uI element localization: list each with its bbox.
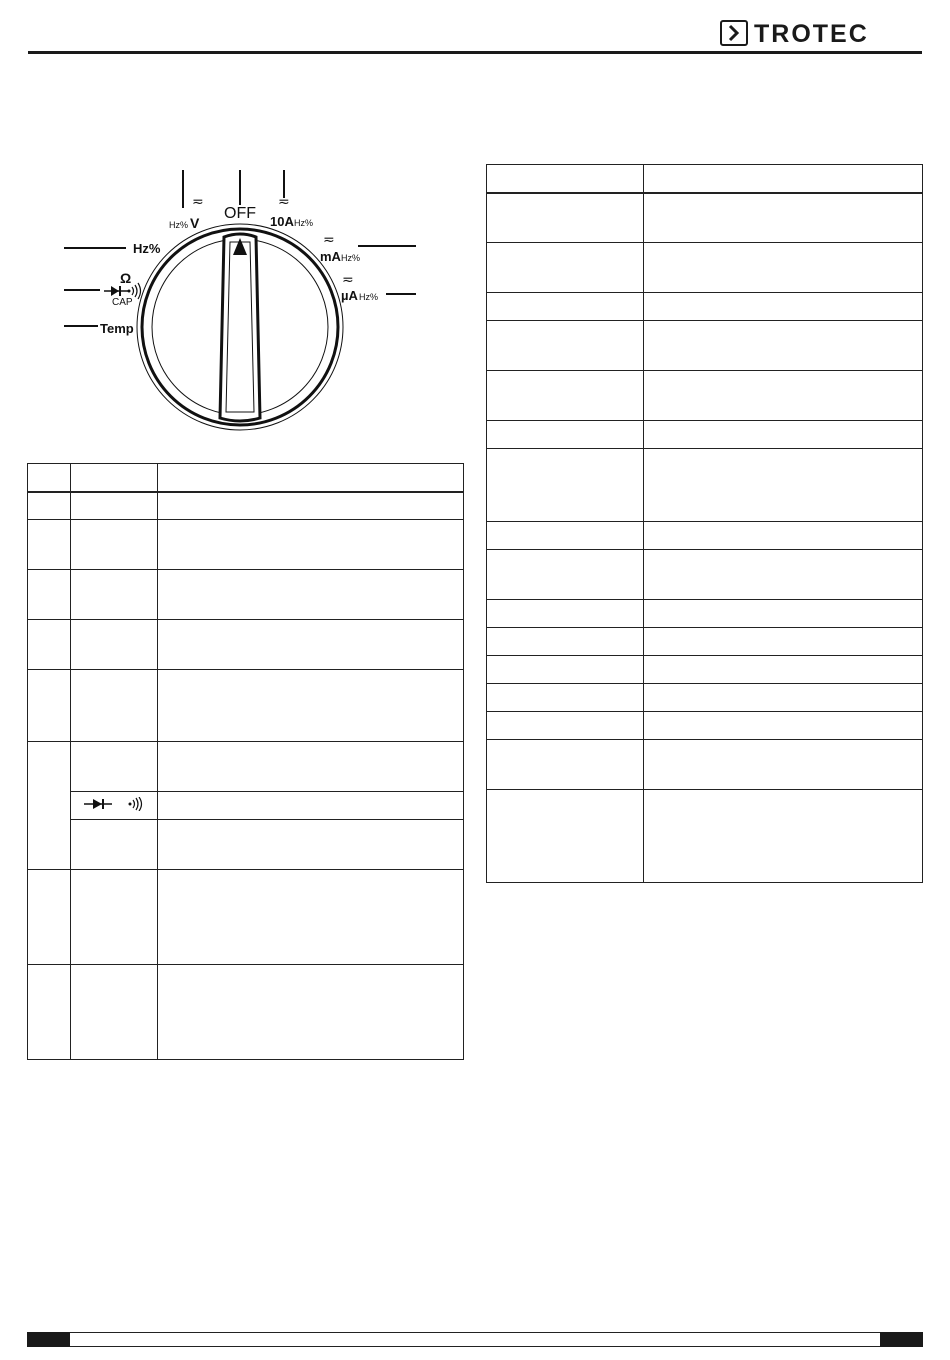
ma-label: mA	[320, 249, 341, 264]
trotec-logo	[720, 20, 925, 50]
diode-icon	[84, 797, 128, 811]
continuity-icon	[128, 797, 144, 811]
v-label: V	[190, 215, 200, 231]
table-row	[487, 449, 923, 522]
table-row	[28, 965, 464, 1060]
table-row	[487, 293, 923, 321]
ma-tilde-symbol: ≂	[323, 231, 335, 247]
table-row	[28, 492, 464, 520]
table-row	[28, 670, 464, 742]
footer-page-block-left	[27, 1332, 70, 1347]
brand-name: TROTEC	[754, 20, 869, 48]
a10-tilde-symbol: ≂	[278, 193, 290, 209]
v-tilde-symbol: ≂	[192, 193, 204, 209]
table-row	[28, 620, 464, 670]
table-row	[487, 656, 923, 684]
ua-hz-label: Hz%	[359, 292, 379, 302]
footer-page-block-right	[880, 1332, 923, 1347]
temp-label: Temp	[100, 321, 134, 336]
table-row	[28, 520, 464, 570]
table-row	[487, 684, 923, 712]
off-label: OFF	[224, 205, 256, 222]
table-row	[487, 371, 923, 421]
ohm-label: Ω	[120, 270, 132, 286]
table-header-row	[487, 165, 923, 193]
ua-label: µA	[341, 288, 358, 303]
v-hz-label: Hz%	[169, 220, 189, 230]
diode-icon	[104, 286, 128, 296]
chevron-right-icon	[720, 20, 748, 46]
ua-tilde-symbol: ≂	[342, 271, 354, 287]
function-table-right	[486, 164, 923, 883]
table-row	[487, 550, 923, 600]
diode-continuity-cell	[71, 792, 158, 820]
table-row	[487, 628, 923, 656]
table-row	[487, 790, 923, 883]
table-row	[487, 243, 923, 293]
table-row	[487, 712, 923, 740]
hz-label: Hz%	[133, 241, 161, 256]
table-row	[487, 421, 923, 449]
cap-label: CAP	[112, 297, 133, 308]
table-row	[487, 600, 923, 628]
a10-label: 10A	[270, 214, 294, 229]
footer-bar	[27, 1332, 923, 1347]
table-row-diode	[28, 792, 464, 820]
table-row	[28, 570, 464, 620]
function-table-left	[27, 463, 464, 1060]
table-row	[487, 321, 923, 371]
table-row	[28, 820, 464, 870]
table-header-row	[28, 464, 464, 492]
rotary-switch-diagram	[28, 160, 468, 435]
table-row	[487, 522, 923, 550]
table-row	[487, 193, 923, 243]
a10-hz-label: Hz%	[294, 218, 314, 228]
table-row	[487, 740, 923, 790]
table-row	[28, 742, 464, 792]
header-rule	[28, 51, 922, 54]
ma-hz-label: Hz%	[341, 253, 361, 263]
table-row	[28, 870, 464, 965]
